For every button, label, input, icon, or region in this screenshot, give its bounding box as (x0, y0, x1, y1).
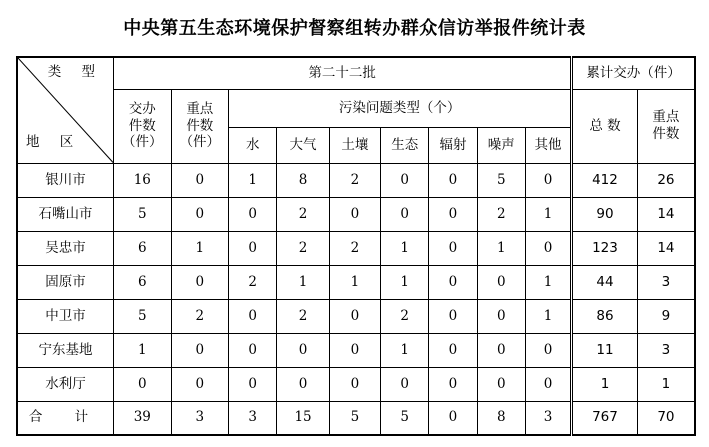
cumulative-total-header: 总 数 (572, 89, 638, 163)
region-cell: 固原市 (17, 265, 114, 299)
region-cell: 宁东基地 (17, 333, 114, 367)
region-cell: 合 计 (17, 401, 114, 435)
key-cell: 2 (171, 299, 229, 333)
radiation-cell: 0 (429, 299, 477, 333)
cum-key-cell: 70 (637, 401, 695, 435)
other-cell: 0 (525, 367, 571, 401)
noise-cell: 5 (477, 163, 525, 197)
key-cell: 3 (171, 401, 229, 435)
cum-total-cell: 11 (572, 333, 638, 367)
assigned-cell: 1 (114, 333, 172, 367)
assigned-cell: 16 (114, 163, 172, 197)
radiation-cell: 0 (429, 197, 477, 231)
other-cell: 1 (525, 299, 571, 333)
water-cell: 0 (229, 299, 277, 333)
water-cell: 3 (229, 401, 277, 435)
air-cell: 2 (277, 231, 329, 265)
noise-cell: 8 (477, 401, 525, 435)
statistics-table (16, 56, 696, 436)
noise-cell: 0 (477, 333, 525, 367)
soil-cell: 5 (329, 401, 380, 435)
other-cell: 1 (525, 265, 571, 299)
cumulative-key-header: 重点 件数 (637, 89, 695, 163)
soil-cell: 0 (329, 333, 380, 367)
ecology-cell: 0 (381, 367, 429, 401)
region-cell: 吴忠市 (17, 231, 114, 265)
key-count-header: 重点 件数 （件） (171, 89, 229, 163)
noise-cell: 1 (477, 231, 525, 265)
radiation-cell: 0 (429, 231, 477, 265)
header-row-1 (17, 57, 695, 89)
water-cell: 0 (229, 367, 277, 401)
noise-cell: 0 (477, 265, 525, 299)
air-cell: 0 (277, 367, 329, 401)
other-cell: 0 (525, 163, 571, 197)
header-row-2 (17, 89, 695, 127)
water-cell: 2 (229, 265, 277, 299)
radiation-cell: 0 (429, 333, 477, 367)
other-cell: 1 (525, 197, 571, 231)
water-cell: 0 (229, 231, 277, 265)
air-cell: 0 (277, 333, 329, 367)
type-other-header: 其他 (525, 127, 571, 163)
table-row (17, 231, 695, 265)
noise-cell: 0 (477, 367, 525, 401)
cum-total-cell: 123 (572, 231, 638, 265)
cum-key-cell: 26 (637, 163, 695, 197)
region-cell: 中卫市 (17, 299, 114, 333)
cum-key-cell: 14 (637, 197, 695, 231)
type-water-header: 水 (229, 127, 277, 163)
region-cell: 银川市 (17, 163, 114, 197)
ecology-cell: 1 (381, 231, 429, 265)
other-cell: 3 (525, 401, 571, 435)
assigned-cell: 5 (114, 197, 172, 231)
soil-cell: 2 (329, 231, 380, 265)
key-cell: 1 (171, 231, 229, 265)
type-label: 类 型 (47, 64, 104, 80)
cum-key-cell: 3 (637, 265, 695, 299)
soil-cell: 1 (329, 265, 380, 299)
ecology-cell: 0 (381, 197, 429, 231)
assigned-count-header: 交办 件数 （件） (114, 89, 172, 163)
air-cell: 2 (277, 197, 329, 231)
air-cell: 8 (277, 163, 329, 197)
cum-key-cell: 1 (637, 367, 695, 401)
ecology-cell: 1 (381, 333, 429, 367)
table-row (17, 401, 695, 435)
batch-header: 第二十二批 (114, 57, 572, 89)
soil-cell: 0 (329, 367, 380, 401)
key-cell: 0 (171, 367, 229, 401)
type-ecology-header: 生态 (381, 127, 429, 163)
radiation-cell: 0 (429, 401, 477, 435)
radiation-cell: 0 (429, 163, 477, 197)
noise-cell: 0 (477, 299, 525, 333)
pollution-types-header: 污染问题类型（个） (229, 89, 572, 127)
type-air-header: 大气 (277, 127, 329, 163)
table-row (17, 197, 695, 231)
key-cell: 0 (171, 197, 229, 231)
key-cell: 0 (171, 163, 229, 197)
corner-header-cell (17, 57, 114, 163)
water-cell: 0 (229, 333, 277, 367)
other-cell: 0 (525, 333, 571, 367)
noise-cell: 2 (477, 197, 525, 231)
cumulative-header: 累计交办（件） (572, 57, 695, 89)
radiation-cell: 0 (429, 265, 477, 299)
key-cell: 0 (171, 333, 229, 367)
water-cell: 1 (229, 163, 277, 197)
type-noise-header: 噪声 (477, 127, 525, 163)
assigned-cell: 6 (114, 265, 172, 299)
other-cell: 0 (525, 231, 571, 265)
region-cell: 水利厅 (17, 367, 114, 401)
cum-key-cell: 9 (637, 299, 695, 333)
cum-key-cell: 14 (637, 231, 695, 265)
assigned-cell: 6 (114, 231, 172, 265)
cum-total-cell: 767 (572, 401, 638, 435)
table-row (17, 333, 695, 367)
table-row (17, 265, 695, 299)
cum-total-cell: 1 (572, 367, 638, 401)
page-title: 中央第五生态环境保护督察组转办群众信访举报件统计表 (123, 18, 586, 39)
type-radiation-header: 辐射 (429, 127, 477, 163)
air-cell: 15 (277, 401, 329, 435)
ecology-cell: 1 (381, 265, 429, 299)
cum-total-cell: 44 (572, 265, 638, 299)
soil-cell: 0 (329, 299, 380, 333)
cum-total-cell: 86 (572, 299, 638, 333)
region-label: 地 区 (26, 133, 82, 150)
cum-total-cell: 90 (572, 197, 638, 231)
soil-cell: 0 (329, 197, 380, 231)
ecology-cell: 5 (381, 401, 429, 435)
cum-key-cell: 3 (637, 333, 695, 367)
type-soil-header: 土壤 (329, 127, 380, 163)
soil-cell: 2 (329, 163, 380, 197)
assigned-cell: 5 (114, 299, 172, 333)
air-cell: 2 (277, 299, 329, 333)
table-row (17, 299, 695, 333)
ecology-cell: 0 (381, 163, 429, 197)
assigned-cell: 0 (114, 367, 172, 401)
ecology-cell: 2 (381, 299, 429, 333)
air-cell: 1 (277, 265, 329, 299)
cum-total-cell: 412 (572, 163, 638, 197)
table-row (17, 367, 695, 401)
key-cell: 0 (171, 265, 229, 299)
region-cell: 石嘴山市 (17, 197, 114, 231)
assigned-cell: 39 (114, 401, 172, 435)
radiation-cell: 0 (429, 367, 477, 401)
table-row (17, 163, 695, 197)
table-body (17, 163, 695, 435)
water-cell: 0 (229, 197, 277, 231)
